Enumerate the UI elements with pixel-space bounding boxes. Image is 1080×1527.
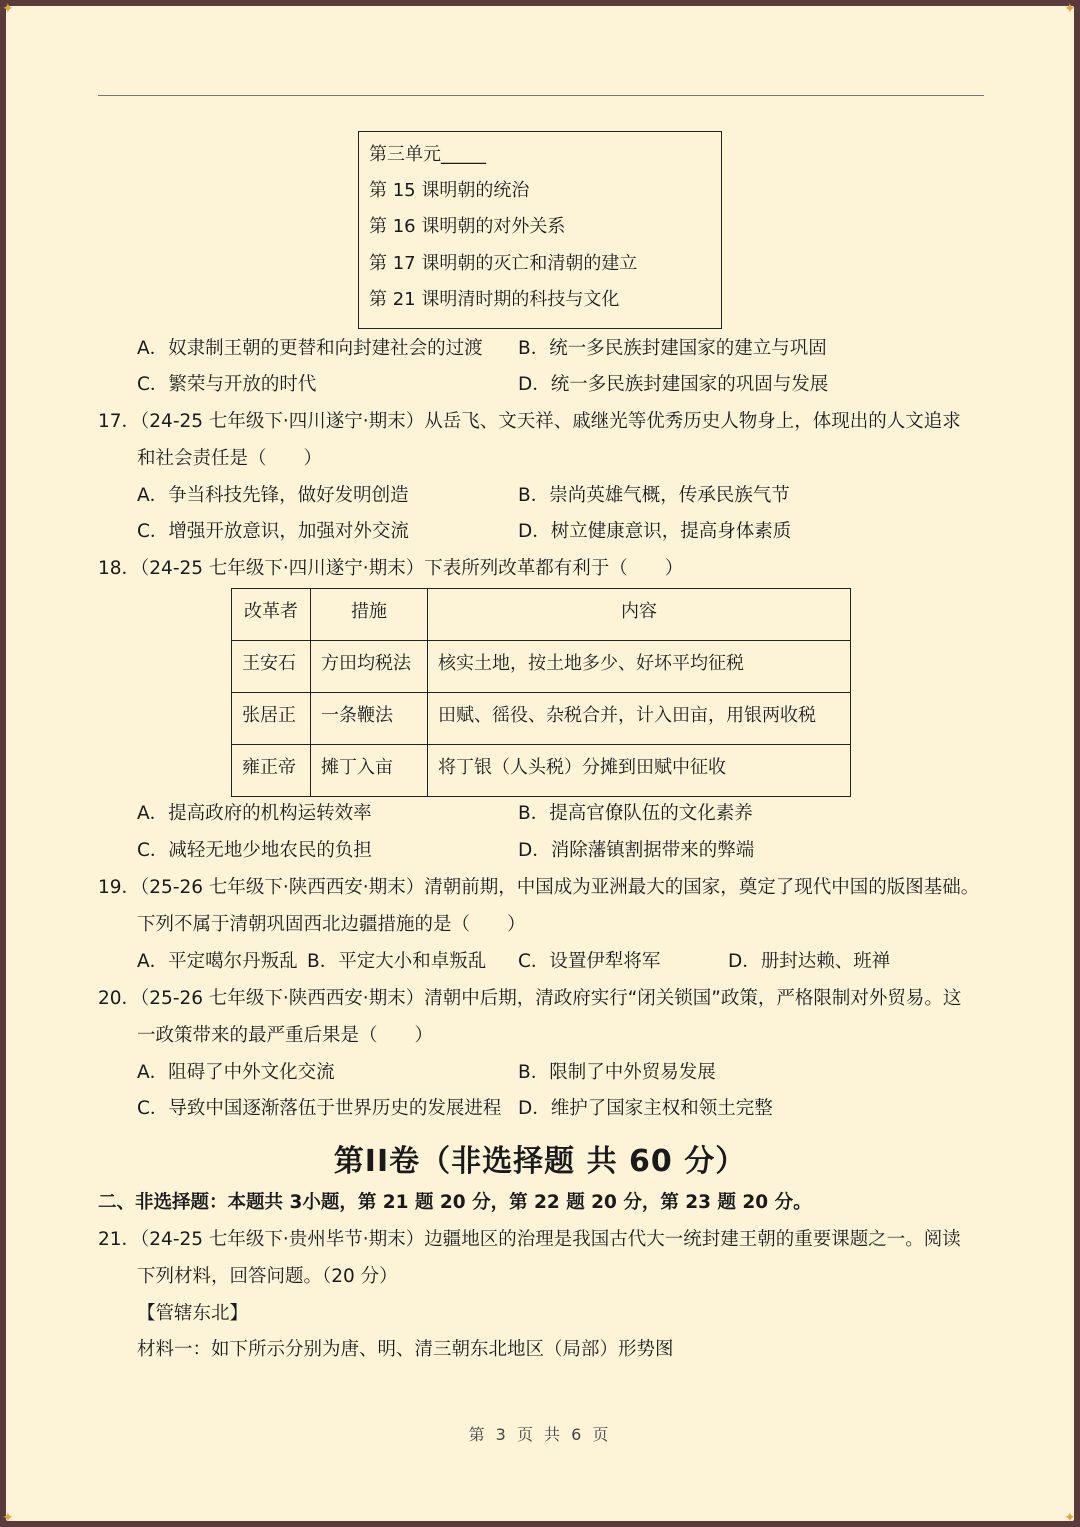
table-row: [232, 745, 851, 797]
question-19-stem-cont: 下列不属于清朝巩固西北边疆措施的是（ ）: [137, 914, 526, 935]
header-rule: [98, 95, 984, 96]
corner-ornament-icon: ✦: [2, 1, 14, 17]
option-b: B．崇尚英雄气概，传承民族气节: [518, 485, 790, 506]
unit-title: 第三单元_____: [369, 144, 486, 165]
table-row: [232, 693, 851, 745]
reform-table: [231, 588, 851, 797]
table-cell: 田赋、徭役、杂税合并，计入田亩，用银两收税: [428, 693, 851, 745]
question-20-stem-cont: 一政策带来的最严重后果是（ ）: [137, 1025, 434, 1046]
option-a: A．奴隶制王朝的更替和向封建社会的过渡: [137, 338, 483, 359]
table-cell: 摊丁入亩: [311, 745, 428, 797]
option-a: A．阻碍了中外文化交流: [137, 1062, 335, 1083]
question-21-stem-cont: 下列材料，回答问题。（20 分）: [137, 1266, 398, 1287]
table-header-cell: 内容: [428, 589, 851, 641]
option-d: D．统一多民族封建国家的巩固与发展: [518, 374, 829, 395]
table-cell: 张居正: [232, 693, 311, 745]
corner-ornament-icon: ✦: [1064, 1, 1076, 17]
part-2-title: 第II卷（非选择题 共 60 分）: [333, 1144, 747, 1179]
question-17-stem: 17．（24-25 七年级下·四川遂宁·期末）从岳飞、文天祥、戚继光等优秀历史人物身上，体现出的人文追求: [98, 411, 961, 432]
question-18-stem: 18．（24-25 七年级下·四川遂宁·期末）下表所列改革都有利于（ ）: [98, 558, 684, 579]
table-cell: 将丁银（人头税）分摊到田赋中征收: [428, 745, 851, 797]
table-cell: 王安石: [232, 641, 311, 693]
table-header-cell: 措施: [311, 589, 428, 641]
corner-ornament-icon: ✦: [1064, 1510, 1076, 1526]
lesson-item: 第 17 课明朝的灭亡和清朝的建立: [369, 253, 638, 274]
lesson-item: 第 15 课明朝的统治: [369, 180, 530, 201]
question-19-stem: 19．（25-26 七年级下·陕西西安·期末）清朝前期，中国成为亚洲最大的国家，奠定了现代中国的版图基础。: [98, 877, 980, 898]
table-cell: 方田均税法: [311, 641, 428, 693]
option-a: A．提高政府的机构运转效率: [137, 803, 372, 824]
option-c: C．增强开放意识，加强对外交流: [137, 521, 409, 542]
table-header-row: [232, 589, 851, 641]
lesson-item: 第 21 课明清时期的科技与文化: [369, 289, 620, 310]
option-d: D．维护了国家主权和领土完整: [518, 1098, 773, 1119]
option-d: D．树立健康意识，提高身体素质: [518, 521, 792, 542]
option-b: B．限制了中外贸易发展: [518, 1062, 716, 1083]
question-21-stem: 21．（24-25 七年级下·贵州毕节·期末）边疆地区的治理是我国古代大一统封建王朝的重要课题之一。阅读: [98, 1229, 961, 1250]
page-number: 第 3 页 共 6 页: [468, 1425, 612, 1444]
subsection-heading: 【管辖东北】: [137, 1303, 249, 1324]
table-cell: 雍正帝: [232, 745, 311, 797]
unit-outline-box: [358, 131, 722, 329]
table-cell: 核实土地，按土地多少、好坏平均征税: [428, 641, 851, 693]
table-row: [232, 641, 851, 693]
question-17-stem-cont: 和社会责任是（ ）: [137, 448, 323, 469]
section-instruction: 二、非选择题：本题共 3小题，第 21 题 20 分，第 22 题 20 分，第 23 题 20 分。: [98, 1192, 812, 1213]
option-d: D．册封达赖、班禅: [728, 951, 891, 972]
option-b: B．平定大小和卓叛乱: [307, 951, 487, 972]
material-text: 材料一：如下所示分别为唐、明、清三朝东北地区（局部）形势图: [137, 1339, 674, 1360]
option-d: D．消除藩镇割据带来的弊端: [518, 840, 755, 861]
lesson-item: 第 16 课明朝的对外关系: [369, 216, 566, 237]
option-c: C．减轻无地少地农民的负担: [137, 840, 372, 861]
option-c: C．导致中国逐渐落伍于世界历史的发展进程: [137, 1098, 502, 1119]
option-c: C．设置伊犁将军: [518, 951, 661, 972]
question-20-stem: 20．（25-26 七年级下·陕西西安·期末）清朝中后期，清政府实行“闭关锁国”政策，严格限制对外贸易。这: [98, 988, 962, 1009]
option-b: B．统一多民族封建国家的建立与巩固: [518, 338, 827, 359]
option-b: B．提高官僚队伍的文化素养: [518, 803, 753, 824]
corner-ornament-icon: ✦: [2, 1510, 14, 1526]
option-a: A．平定噶尔丹叛乱: [137, 951, 298, 972]
table-cell: 一条鞭法: [311, 693, 428, 745]
option-c: C．繁荣与开放的时代: [137, 374, 317, 395]
table-header-cell: 改革者: [232, 589, 311, 641]
option-a: A．争当科技先锋，做好发明创造: [137, 485, 409, 506]
